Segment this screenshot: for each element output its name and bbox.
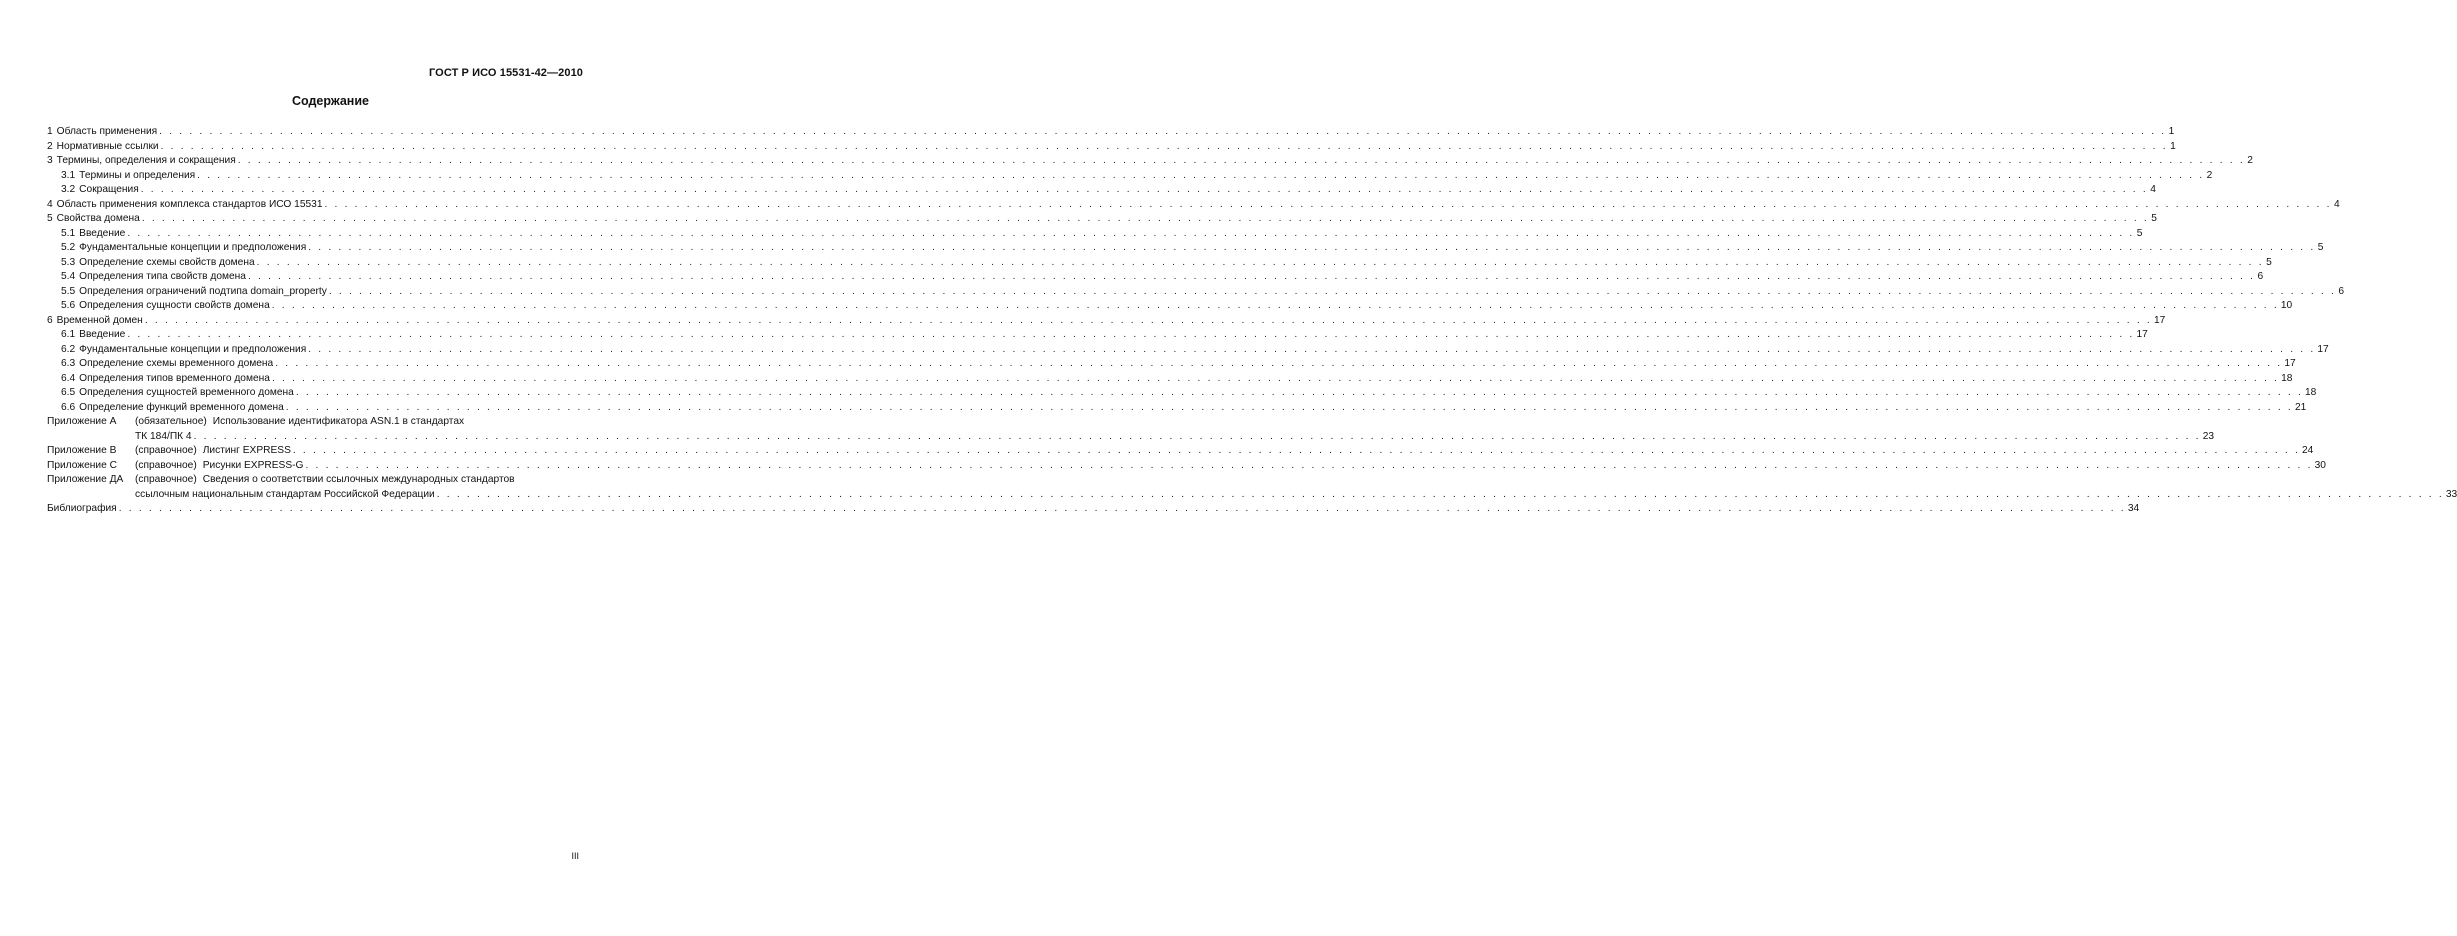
toc-entry[interactable] <box>47 212 2157 227</box>
toc-entry-label <box>47 212 140 227</box>
toc-entry-page: 5 <box>2136 227 2143 239</box>
toc-entry-page: 5 <box>2151 213 2157 224</box>
toc-annexes <box>47 415 2457 502</box>
toc-annex[interactable] <box>47 415 2215 444</box>
toc-entry[interactable] <box>47 299 2293 314</box>
toc-leader-dots: . . . . . . . . . . . . . . . . . . . . . . . . . . . . . . . . . . . . . . . . . . . . . . . . . . . . . . . . . . . . . . . . . . . . . . . . . . . . . . . . . . . . . . . . . . . . . . . . . . . . . . . . . . . . . . . . . . . . . . . . . . . . . . . . . . . . . . . . . . . . . . . . . . . . . . . . . . . . . . . . . . . . . . . . . . . . . . . . . . . . . . . . . . . . . . . . . . . . . . . . <box>285 401 2293 413</box>
annex-title: Рисунки EXPRESS-G <box>202 459 304 471</box>
toc-entry-label <box>61 372 270 387</box>
toc-entry-title: Сокращения <box>79 184 139 195</box>
toc-entry-title: Определения типа свойств домена <box>79 271 246 282</box>
toc-entry-label <box>61 386 294 401</box>
toc-entry-page: 4 <box>2333 198 2340 210</box>
toc-entry-page: 5 <box>2317 242 2324 253</box>
toc-entry-label <box>47 314 143 329</box>
toc-entry-page: 2 <box>2247 155 2253 166</box>
annex-title: Листинг EXPRESS <box>202 445 291 456</box>
toc-annex[interactable] <box>47 459 2326 474</box>
toc-entry-page: 17 <box>2153 314 2166 326</box>
toc-entry[interactable] <box>47 183 2156 198</box>
toc-entry-title: Временной домен <box>56 314 143 326</box>
toc-leader-dots: . . . . . . . . . . . . . . . . . . . . . . . . . . . . . . . . . . . . . . . . . . . . . . . . . . . . . . . . . . . . . . . . . . . . . . . . . . . . . . . . . . . . . . . . . . . . . . . . . . . . . . . . . . . . . . . . . . . . . . . . . . . . . . . . . . . . . . . . . . . . . . . . . . . . . . . . . . . . . . . . . . . . . . . . . . . . . . . . . . . . . . . . . . . . . . . . . . . . . . . . <box>324 198 2332 210</box>
toc-entry-title: Определения ограничений подтипа domain_property <box>79 285 327 297</box>
toc-entry-label <box>47 125 157 140</box>
toc-entry-label <box>61 299 270 314</box>
toc-entry-title: Введение <box>79 329 126 340</box>
annex-status: (справочное) <box>135 474 197 485</box>
toc-entry-page: 21 <box>2294 401 2307 413</box>
toc-bibliography[interactable] <box>47 502 2140 517</box>
toc-entry[interactable] <box>47 386 2317 401</box>
toc-entry-label <box>61 169 195 184</box>
toc-leader-dots: . . . . . . . . . . . . . . . . . . . . . . . . . . . . . . . . . . . . . . . . . . . . . . . . . . . . . . . . . . . . . . . . . . . . . . . . . . . . . . . . . . . . . . . . . . . . . . . . . . . . . . . . . . . . . . . . . . . . . . . . . . . . . . . . . . . . . . . . . . . . . . . . . . . . . . . . . . . . . . . . . . . . . . . . . . . . . . . . . . . . . . . . . . . . . . . . . . . . . . . . <box>308 242 2316 253</box>
toc-leader-dots: . . . . . . . . . . . . . . . . . . . . . . . . . . . . . . . . . . . . . . . . . . . . . . . . . . . . . . . . . . . . . . . . . . . . . . . . . . . . . . . . . . . . . . . . . . . . . . . . . . . . . . . . . . . . . . . . . . . . . . . . . . . . . . . . . . . . . . . . . . . . . . . . . . . . . . . . . . . . . . . . . . . . . . . . . . . . . . . . . . . . . . . . . . . . . . . . . . . . . . . . <box>247 271 2256 282</box>
annex-body <box>135 459 2326 474</box>
toc-entry-title: Введение <box>79 227 126 239</box>
toc-entry-number: 3.2 <box>61 184 76 195</box>
table-of-contents <box>47 125 2457 517</box>
toc-entry-label <box>47 140 159 155</box>
toc-entry[interactable] <box>47 227 2143 242</box>
toc-entry-title: Свойства домена <box>56 213 140 224</box>
toc-annex[interactable] <box>47 444 2314 459</box>
toc-entry-number: 4 <box>47 198 53 210</box>
toc-entry[interactable] <box>47 198 2340 213</box>
toc-entry-label <box>61 328 125 343</box>
toc-entry-page: 18 <box>2281 372 2293 384</box>
toc-entry-title: Определения типов временного домена <box>79 372 270 384</box>
toc-bibliography-label: Библиография <box>47 503 117 514</box>
toc-leader-dots: . . . . . . . . . . . . . . . . . . . . . . . . . . . . . . . . . . . . . . . . . . . . . . . . . . . . . . . . . . . . . . . . . . . . . . . . . . . . . . . . . . . . . . . . . . . . . . . . . . . . . . . . . . . . . . . . . . . . . . . . . . . . . . . . . . . . . . . . . . . . . . . . . . . . . . . . . . . . . . . . . . . . . . . . . . . . . . . . . . . . . . . . . . . . . . . . . . . . . . . . <box>127 329 2135 340</box>
toc-entry-label <box>61 285 327 300</box>
toc-entry-label <box>61 241 306 256</box>
annex-status: (справочное) <box>135 459 197 471</box>
toc-entry-page: 18 <box>2305 387 2317 398</box>
toc-entry-number: 2 <box>47 140 53 152</box>
toc-entry-page: 10 <box>2280 300 2293 311</box>
toc-entry-label <box>47 198 323 213</box>
annex-page: 33 <box>2445 488 2457 500</box>
toc-entries <box>47 125 2344 415</box>
toc-leader-dots: . . . . . . . . . . . . . . . . . . . . . . . . . . . . . . . . . . . . . . . . . . . . . . . . . . . . . . . . . . . . . . . . . . . . . . . . . . . . . . . . . . . . . . . . . . . . . . . . . . . . . . . . . . . . . . . . . . . . . . . . . . . . . . . . . . . . . . . . . . . . . . . . . . . . . . . . . . . . . . . . . . . . . . . . . . . . . . . . . . . . . . . . . . . . . . . . . . . . . . . . <box>193 430 2201 442</box>
toc-entry-number: 5.2 <box>61 242 76 253</box>
toc-leader-dots: . . . . . . . . . . . . . . . . . . . . . . . . . . . . . . . . . . . . . . . . . . . . . . . . . . . . . . . . . . . . . . . . . . . . . . . . . . . . . . . . . . . . . . . . . . . . . . . . . . . . . . . . . . . . . . . . . . . . . . . . . . . . . . . . . . . . . . . . . . . . . . . . . . . . . . . . . . . . . . . . . . . . . . . . . . . . . . . . . . . . . . . . . . . . . . . . . . . . . . . . <box>256 256 2264 268</box>
toc-leader-dots: . . . . . . . . . . . . . . . . . . . . . . . . . . . . . . . . . . . . . . . . . . . . . . . . . . . . . . . . . . . . . . . . . . . . . . . . . . . . . . . . . . . . . . . . . . . . . . . . . . . . . . . . . . . . . . . . . . . . . . . . . . . . . . . . . . . . . . . . . . . . . . . . . . . . . . . . . . . . . . . . . . . . . . . . . . . . . . . . . . . . . . . . . . . . . . . . . . . . . . . . <box>328 285 2336 297</box>
toc-entry-page: 6 <box>2338 285 2344 297</box>
toc-entry-number: 6 <box>47 314 53 326</box>
annex-name: Приложение А <box>47 416 117 427</box>
toc-entry-title: Определение схемы свойств домена <box>79 256 255 268</box>
page-number: III <box>571 851 579 861</box>
toc-entry[interactable] <box>47 357 2296 372</box>
toc-entry-page: 4 <box>2150 184 2156 195</box>
annex-title-line1: Сведения о соответствии ссылочных международных стандартов <box>202 474 515 485</box>
toc-entry[interactable] <box>47 256 2272 271</box>
toc-leader-dots: . . . . . . . . . . . . . . . . . . . . . . . . . . . . . . . . . . . . . . . . . . . . . . . . . . . . . . . . . . . . . . . . . . . . . . . . . . . . . . . . . . . . . . . . . . . . . . . . . . . . . . . . . . . . . . . . . . . . . . . . . . . . . . . . . . . . . . . . . . . . . . . . . . . . . . . . . . . . . . . . . . . . . . . . . . . . . . . . . . . . . . . . . . . . . . . . . . . . . . . . <box>127 227 2135 239</box>
annex-page: 30 <box>2314 459 2326 471</box>
toc-entry-number: 1 <box>47 126 53 137</box>
toc-entry[interactable] <box>47 372 2293 387</box>
toc-entry-number: 6.3 <box>61 358 76 369</box>
toc-entry-title: Термины, определения и сокращения <box>56 155 236 166</box>
toc-annex[interactable] <box>47 473 2457 502</box>
annex-status: (справочное) <box>135 445 197 456</box>
toc-entry-title: Нормативные ссылки <box>56 140 159 152</box>
toc-entry-label <box>47 154 236 169</box>
toc-leader-dots: . . . . . . . . . . . . . . . . . . . . . . . . . . . . . . . . . . . . . . . . . . . . . . . . . . . . . . . . . . . . . . . . . . . . . . . . . . . . . . . . . . . . . . . . . . . . . . . . . . . . . . . . . . . . . . . . . . . . . . . . . . . . . . . . . . . . . . . . . . . . . . . . . . . . . . . . . . . . . . . . . . . . . . . . . . . . . . . . . . . . . . . . . . . . . . . . . . . . . . . . <box>308 343 2316 355</box>
toc-leader-dots: . . . . . . . . . . . . . . . . . . . . . . . . . . . . . . . . . . . . . . . . . . . . . . . . . . . . . . . . . . . . . . . . . . . . . . . . . . . . . . . . . . . . . . . . . . . . . . . . . . . . . . . . . . . . . . . . . . . . . . . . . . . . . . . . . . . . . . . . . . . . . . . . . . . . . . . . . . . . . . . . . . . . . . . . . . . . . . . . . . . . . . . . . . . . . . . . . . . . . . . . <box>292 445 2301 456</box>
toc-entry-number: 3.1 <box>61 169 76 181</box>
toc-entry[interactable] <box>47 285 2344 300</box>
toc-leader-dots: . . . . . . . . . . . . . . . . . . . . . . . . . . . . . . . . . . . . . . . . . . . . . . . . . . . . . . . . . . . . . . . . . . . . . . . . . . . . . . . . . . . . . . . . . . . . . . . . . . . . . . . . . . . . . . . . . . . . . . . . . . . . . . . . . . . . . . . . . . . . . . . . . . . . . . . . . . . . . . . . . . . . . . . . . . . . . . . . . . . . . . . . . . . . . . . . . . . . . . . . <box>271 372 2280 384</box>
toc-entry[interactable] <box>47 343 2329 358</box>
toc-entry-label <box>61 270 246 285</box>
standard-code: ГОСТ Р ИСО 15531-42—2010 <box>428 67 583 79</box>
toc-entry-page: 17 <box>2284 358 2296 369</box>
toc-leader-dots: . . . . . . . . . . . . . . . . . . . . . . . . . . . . . . . . . . . . . . . . . . . . . . . . . . . . . . . . . . . . . . . . . . . . . . . . . . . . . . . . . . . . . . . . . . . . . . . . . . . . . . . . . . . . . . . . . . . . . . . . . . . . . . . . . . . . . . . . . . . . . . . . . . . . . . . . . . . . . . . . . . . . . . . . . . . . . . . . . . . . . . . . . . . . . . . . . . . . . . . . <box>197 169 2205 181</box>
toc-leader-dots: . . . . . . . . . . . . . . . . . . . . . . . . . . . . . . . . . . . . . . . . . . . . . . . . . . . . . . . . . . . . . . . . . . . . . . . . . . . . . . . . . . . . . . . . . . . . . . . . . . . . . . . . . . . . . . . . . . . . . . . . . . . . . . . . . . . . . . . . . . . . . . . . . . . . . . . . . . . . . . . . . . . . . . . . . . . . . . . . . . . . . . . . . . . . . . . . . . . . . . . . <box>275 358 2283 369</box>
toc-entry-title: Определения сущностей временного домена <box>79 387 294 398</box>
toc-entry-number: 5 <box>47 213 53 224</box>
toc-leader-dots: . . . . . . . . . . . . . . . . . . . . . . . . . . . . . . . . . . . . . . . . . . . . . . . . . . . . . . . . . . . . . . . . . . . . . . . . . . . . . . . . . . . . . . . . . . . . . . . . . . . . . . . . . . . . . . . . . . . . . . . . . . . . . . . . . . . . . . . . . . . . . . . . . . . . . . . . . . . . . . . . . . . . . . . . . . . . . . . . . . . . . . . . . . . . . . . . . . . . . . . . <box>159 126 2167 137</box>
toc-entry-page: 6 <box>2257 271 2264 282</box>
toc-entry-page: 5 <box>2266 256 2272 268</box>
annex-name: Приложение ДА <box>47 474 124 485</box>
toc-entry[interactable] <box>47 328 2148 343</box>
annex-page: 24 <box>2302 445 2314 456</box>
toc-entry-label <box>61 357 273 372</box>
annex-body <box>135 473 2457 502</box>
toc-entry-number: 6.1 <box>61 329 76 340</box>
toc-entry-number: 6.5 <box>61 387 76 398</box>
toc-entry-number: 6.2 <box>61 343 76 355</box>
toc-entry[interactable] <box>47 140 2176 155</box>
toc-entry-number: 3 <box>47 155 53 166</box>
toc-title: Содержание <box>291 94 369 108</box>
toc-entry[interactable] <box>47 401 2307 416</box>
annex-body <box>135 415 2214 444</box>
toc-leader-dots: . . . . . . . . . . . . . . . . . . . . . . . . . . . . . . . . . . . . . . . . . . . . . . . . . . . . . . . . . . . . . . . . . . . . . . . . . . . . . . . . . . . . . . . . . . . . . . . . . . . . . . . . . . . . . . . . . . . . . . . . . . . . . . . . . . . . . . . . . . . . . . . . . . . . . . . . . . . . . . . . . . . . . . . . . . . . . . . . . . . . . . . . . . . . . . . . . . . . . . . . <box>305 459 2313 471</box>
toc-entry-title: Термины и определения <box>79 169 196 181</box>
toc-entry-page: 1 <box>2170 140 2176 152</box>
toc-entry[interactable] <box>47 125 2175 140</box>
toc-entry[interactable] <box>47 154 2253 169</box>
toc-entry-number: 6.6 <box>61 401 76 413</box>
toc-leader-dots: . . . . . . . . . . . . . . . . . . . . . . . . . . . . . . . . . . . . . . . . . . . . . . . . . . . . . . . . . . . . . . . . . . . . . . . . . . . . . . . . . . . . . . . . . . . . . . . . . . . . . . . . . . . . . . . . . . . . . . . . . . . . . . . . . . . . . . . . . . . . . . . . . . . . . . . . . . . . . . . . . . . . . . . . . . . . . . . . . . . . . . . . . . . . . . . . . . . . . . . . <box>295 387 2303 398</box>
toc-entry-title: Определение схемы временного домена <box>79 358 274 369</box>
toc-entry-title: Область применения комплекса стандартов ИСО 15531 <box>56 198 323 210</box>
annex-body <box>135 444 2313 459</box>
annex-status: (обязательное) <box>135 416 207 427</box>
toc-entry-label <box>61 227 125 242</box>
toc-leader-dots: . . . . . . . . . . . . . . . . . . . . . . . . . . . . . . . . . . . . . . . . . . . . . . . . . . . . . . . . . . . . . . . . . . . . . . . . . . . . . . . . . . . . . . . . . . . . . . . . . . . . . . . . . . . . . . . . . . . . . . . . . . . . . . . . . . . . . . . . . . . . . . . . . . . . . . . . . . . . . . . . . . . . . . . . . . . . . . . . . . . . . . . . . . . . . . . . . . . . . . . . <box>271 300 2279 311</box>
toc-entry-title: Область применения <box>56 126 158 137</box>
toc-leader-dots: . . . . . . . . . . . . . . . . . . . . . . . . . . . . . . . . . . . . . . . . . . . . . . . . . . . . . . . . . . . . . . . . . . . . . . . . . . . . . . . . . . . . . . . . . . . . . . . . . . . . . . . . . . . . . . . . . . . . . . . . . . . . . . . . . . . . . . . . . . . . . . . . . . . . . . . . . . . . . . . . . . . . . . . . . . . . . . . . . . . . . . . . . . . . . . . . . . . . . . . . <box>140 184 2148 195</box>
toc-entry-title: Определение функций временного домена <box>79 401 284 413</box>
toc-leader-dots: . . . . . . . . . . . . . . . . . . . . . . . . . . . . . . . . . . . . . . . . . . . . . . . . . . . . . . . . . . . . . . . . . . . . . . . . . . . . . . . . . . . . . . . . . . . . . . . . . . . . . . . . . . . . . . . . . . . . . . . . . . . . . . . . . . . . . . . . . . . . . . . . . . . . . . . . . . . . . . . . . . . . . . . . . . . . . . . . . . . . . . . . . . . . . . . . . . . . . . . . <box>237 155 2245 166</box>
toc-leader-dots: . . . . . . . . . . . . . . . . . . . . . . . . . . . . . . . . . . . . . . . . . . . . . . . . . . . . . . . . . . . . . . . . . . . . . . . . . . . . . . . . . . . . . . . . . . . . . . . . . . . . . . . . . . . . . . . . . . . . . . . . . . . . . . . . . . . . . . . . . . . . . . . . . . . . . . . . . . . . . . . . . . . . . . . . . . . . . . . . . . . . . . . . . . . . . . . . . . . . . . . . <box>436 488 2444 500</box>
toc-leader-dots: . . . . . . . . . . . . . . . . . . . . . . . . . . . . . . . . . . . . . . . . . . . . . . . . . . . . . . . . . . . . . . . . . . . . . . . . . . . . . . . . . . . . . . . . . . . . . . . . . . . . . . . . . . . . . . . . . . . . . . . . . . . . . . . . . . . . . . . . . . . . . . . . . . . . . . . . . . . . . . . . . . . . . . . . . . . . . . . . . . . . . . . . . . . . . . . . . . . . . . . . <box>118 503 2126 514</box>
toc-entry-number: 6.4 <box>61 372 76 384</box>
toc-entry-title: Фундаментальные концепции и предположения <box>79 242 307 253</box>
annex-name: Приложение В <box>47 445 117 456</box>
annex-title-line1: Использование идентификатора ASN.1 в стандартах <box>212 416 465 427</box>
toc-entry-number: 5.3 <box>61 256 76 268</box>
annex-page: 23 <box>2202 430 2215 442</box>
toc-entry-page: 17 <box>2136 329 2148 340</box>
toc-entry-page: 2 <box>2206 169 2213 181</box>
toc-entry-title: Определения сущности свойств домена <box>79 300 270 311</box>
toc-entry-page: 17 <box>2317 343 2329 355</box>
annex-name: Приложение С <box>47 459 117 471</box>
toc-entry-label <box>61 343 306 358</box>
annex-title-line2: ссылочным национальным стандартам Российской Федерации <box>135 488 435 500</box>
toc-entry[interactable] <box>47 314 2166 329</box>
annex-title-line2: ТК 184/ПК 4 <box>135 430 192 442</box>
toc-entry-number: 5.4 <box>61 271 76 282</box>
toc-entry-label <box>61 183 139 198</box>
toc-leader-dots: . . . . . . . . . . . . . . . . . . . . . . . . . . . . . . . . . . . . . . . . . . . . . . . . . . . . . . . . . . . . . . . . . . . . . . . . . . . . . . . . . . . . . . . . . . . . . . . . . . . . . . . . . . . . . . . . . . . . . . . . . . . . . . . . . . . . . . . . . . . . . . . . . . . . . . . . . . . . . . . . . . . . . . . . . . . . . . . . . . . . . . . . . . . . . . . . . . . . . . . . <box>160 140 2168 152</box>
toc-bibliography-page: 34 <box>2127 503 2140 514</box>
toc-entry-number: 5.1 <box>61 227 76 239</box>
toc-leader-dots: . . . . . . . . . . . . . . . . . . . . . . . . . . . . . . . . . . . . . . . . . . . . . . . . . . . . . . . . . . . . . . . . . . . . . . . . . . . . . . . . . . . . . . . . . . . . . . . . . . . . . . . . . . . . . . . . . . . . . . . . . . . . . . . . . . . . . . . . . . . . . . . . . . . . . . . . . . . . . . . . . . . . . . . . . . . . . . . . . . . . . . . . . . . . . . . . . . . . . . . . <box>141 213 2149 224</box>
toc-entry-number: 5.5 <box>61 285 76 297</box>
toc-entry-label <box>61 256 255 271</box>
toc-entry[interactable] <box>47 270 2264 285</box>
toc-leader-dots: . . . . . . . . . . . . . . . . . . . . . . . . . . . . . . . . . . . . . . . . . . . . . . . . . . . . . . . . . . . . . . . . . . . . . . . . . . . . . . . . . . . . . . . . . . . . . . . . . . . . . . . . . . . . . . . . . . . . . . . . . . . . . . . . . . . . . . . . . . . . . . . . . . . . . . . . . . . . . . . . . . . . . . . . . . . . . . . . . . . . . . . . . . . . . . . . . . . . . . . . <box>144 314 2152 326</box>
toc-entry-label <box>61 401 284 416</box>
toc-entry-title: Фундаментальные концепции и предположения <box>79 343 307 355</box>
toc-entry[interactable] <box>47 241 2324 256</box>
toc-entry[interactable] <box>47 169 2213 184</box>
toc-entry-page: 1 <box>2168 126 2175 137</box>
toc-entry-number: 5.6 <box>61 300 76 311</box>
